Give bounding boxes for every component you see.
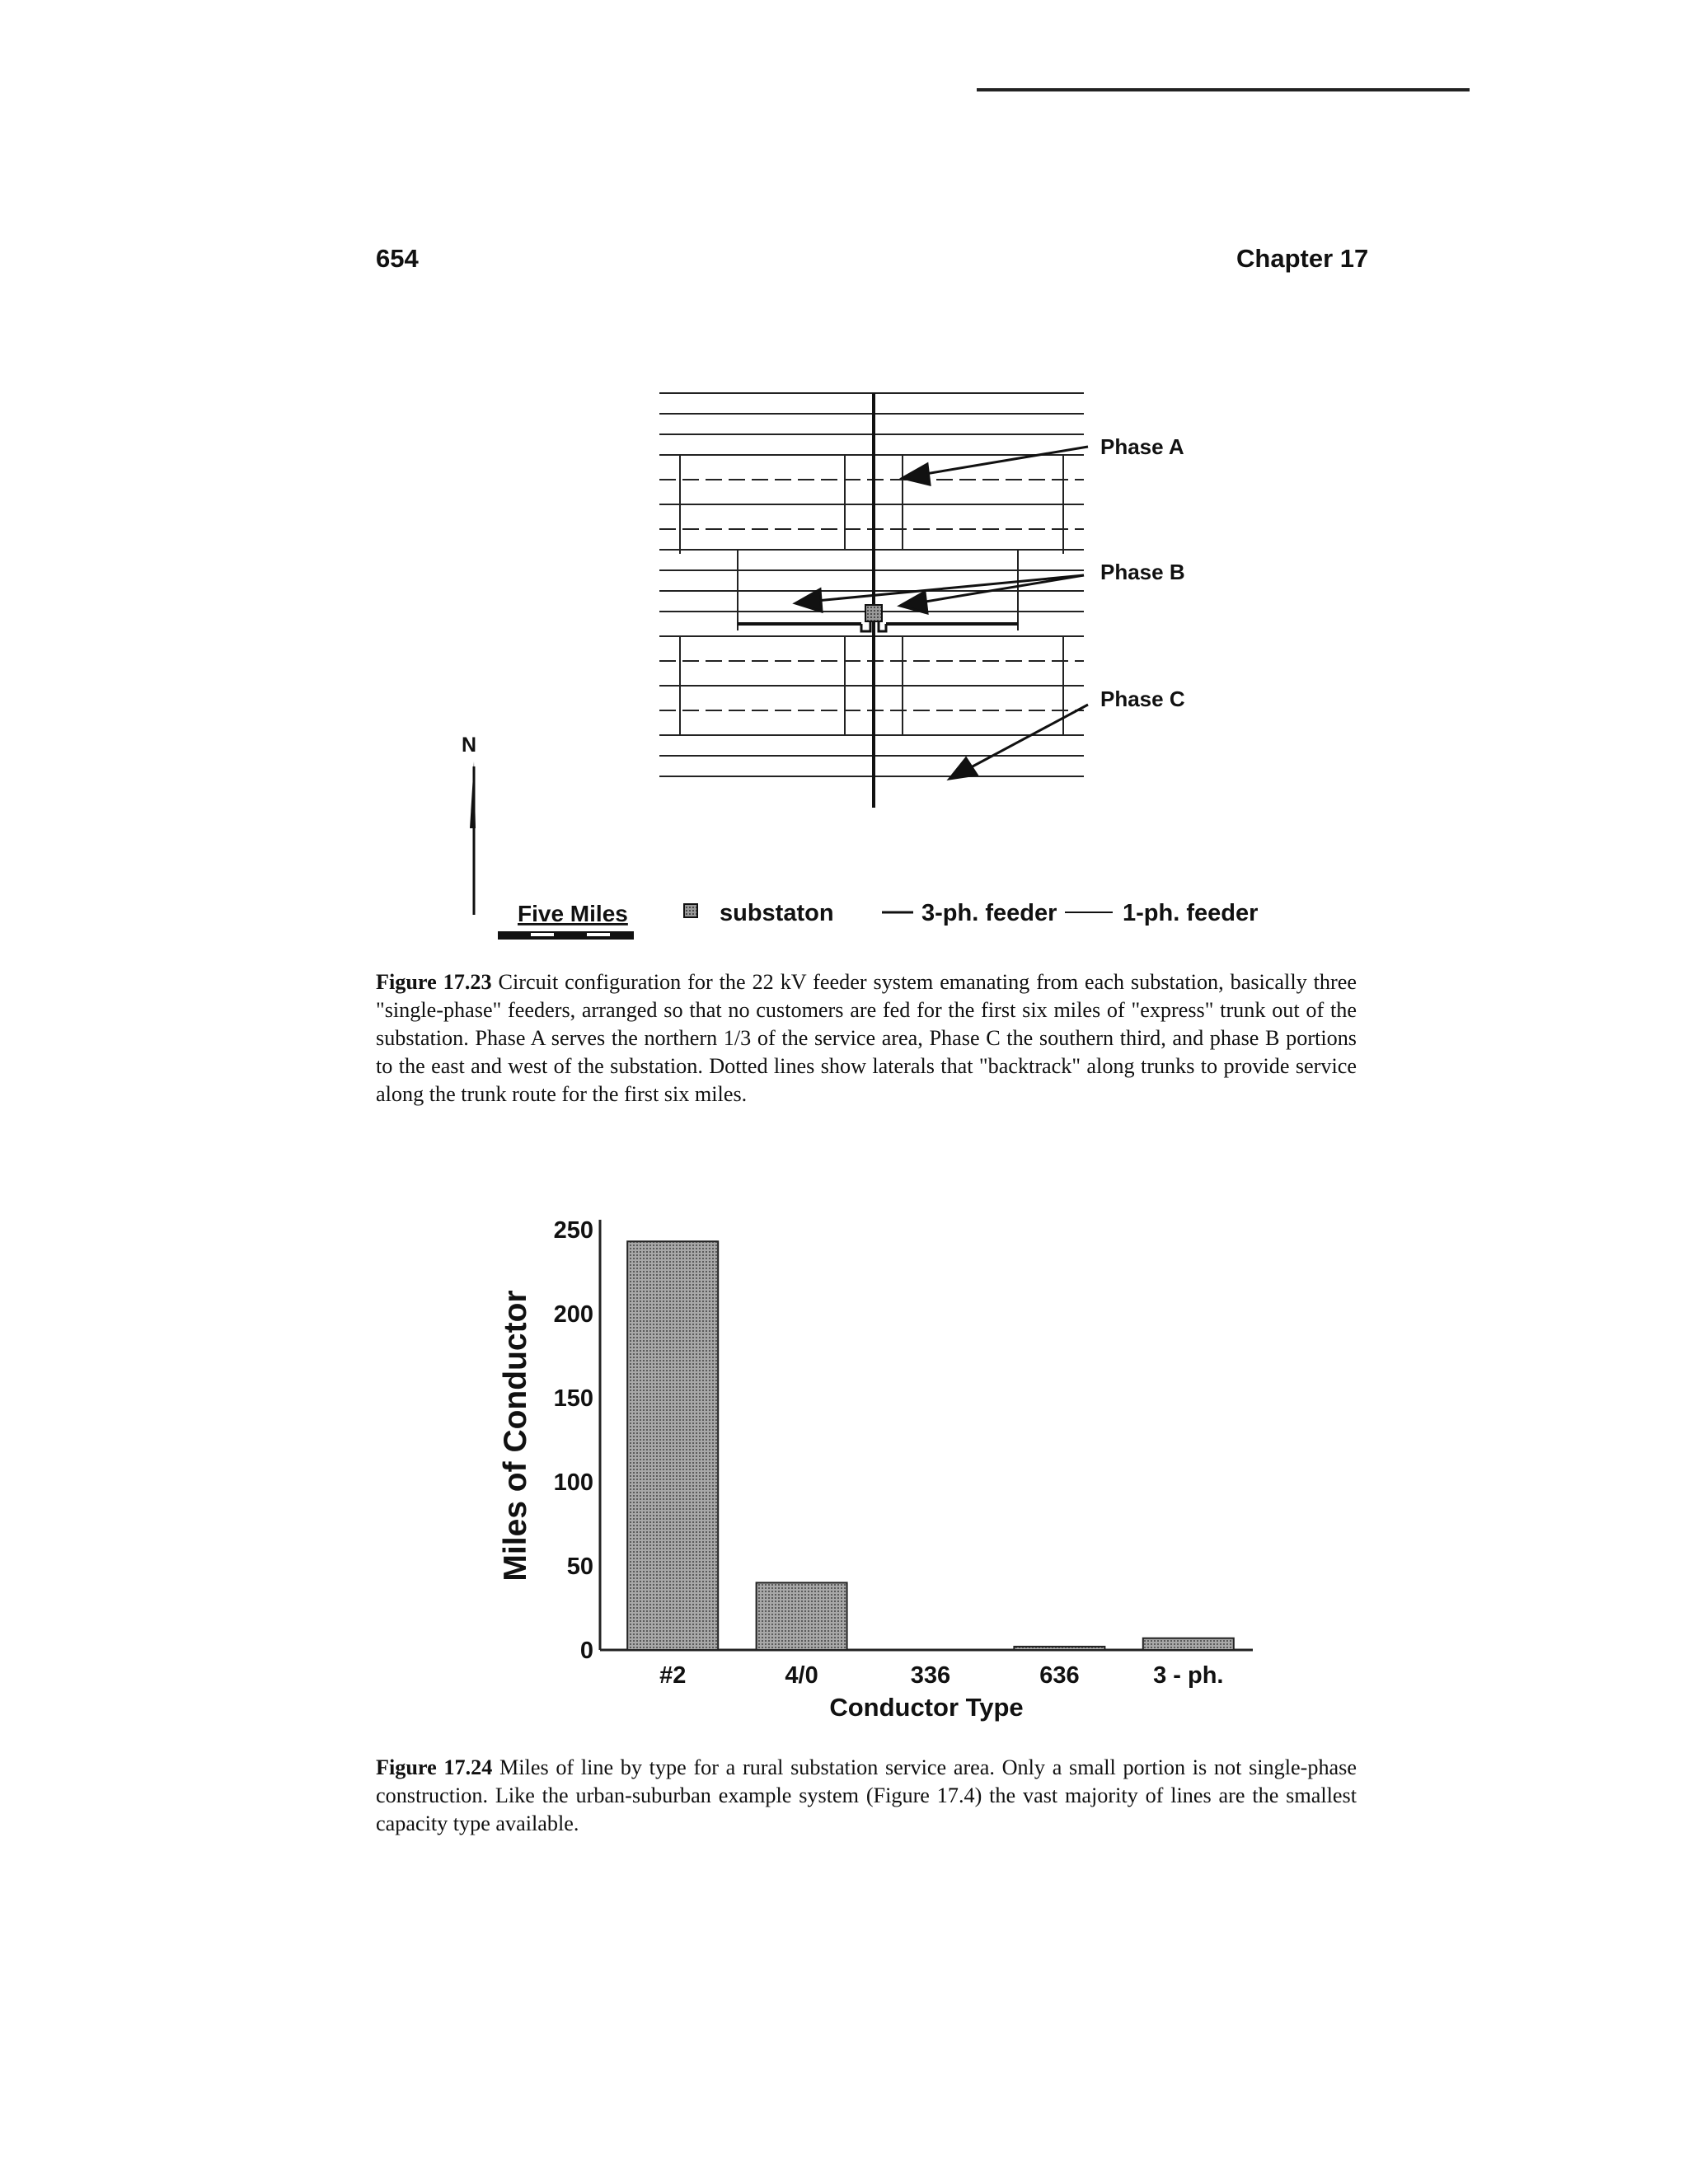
scale-bar-icon	[498, 931, 634, 940]
north-label: N	[462, 733, 477, 757]
figure-17-24-caption-text: Miles of line by type for a rural substation service area. Only a small portion is not single-phase construction. Like the urban-suburban example system (Figure 17.4) the vast majority of lines are the smallest capacity type available.	[376, 1755, 1357, 1835]
page-number: 654	[376, 244, 419, 273]
x-tick-label: 636	[1039, 1662, 1080, 1689]
figure-17-24-number: Figure 17.24	[376, 1755, 493, 1779]
legend-single-phase: 1-ph. feeder	[1123, 900, 1259, 926]
bar-0	[627, 1241, 718, 1650]
figure-17-23-number: Figure 17.23	[376, 970, 492, 994]
y-axis-title: Miles of Conductor	[498, 1290, 533, 1582]
phase-arrows	[795, 447, 1088, 779]
x-tick-label: 4/0	[785, 1662, 818, 1689]
x-tick-label: 336	[910, 1662, 951, 1689]
figure-17-23-caption	[376, 968, 1357, 1108]
figure-17-23-caption-text: Circuit configuration for the 22 kV feeder system emanating from each substation, basically three "single-phase" feeders, arranged so that no customers are fed for the first six miles of "express" trunk out of the substation. Phase A serves the northern 1/3 of the service area, Phase C the southern third, and phase B portions to the east and west of the substation. Dotted lines show laterals that "backtrack" along trunks to provide service along the trunk route for the first six miles.	[376, 970, 1357, 1106]
legend-substation-icon	[684, 904, 697, 917]
bar-3	[1014, 1647, 1104, 1650]
header-rule	[977, 88, 1470, 91]
substation-icon	[865, 605, 882, 621]
legend-substation: substaton	[720, 900, 834, 926]
y-tick-label: 250	[553, 1217, 593, 1244]
y-tick-label: 150	[553, 1385, 593, 1412]
scale-label: Five Miles	[518, 901, 628, 926]
phase-c-label: Phase C	[1100, 687, 1185, 711]
chapter-label: Chapter 17	[1236, 244, 1369, 273]
bar-1	[757, 1582, 847, 1650]
x-tick-label: #2	[659, 1662, 687, 1689]
figure-17-24-caption	[376, 1754, 1357, 1838]
feeder-diagram	[445, 379, 1294, 926]
chart-bars	[627, 1241, 1234, 1650]
y-tick-label: 200	[553, 1301, 593, 1328]
y-tick-label: 100	[553, 1469, 593, 1496]
phase-b-label: Phase B	[1100, 560, 1185, 584]
y-tick-labels	[554, 1217, 593, 1664]
conductor-bar-chart	[462, 1195, 1286, 1731]
x-tick-labels	[659, 1662, 1223, 1689]
north-arrow-icon	[470, 762, 476, 915]
x-axis-title: Conductor Type	[829, 1693, 1024, 1722]
x-tick-label: 3 - ph.	[1153, 1662, 1224, 1689]
phase-a-label: Phase A	[1100, 434, 1184, 459]
y-tick-label: 0	[579, 1638, 593, 1664]
y-tick-label: 50	[566, 1554, 593, 1580]
bar-4	[1143, 1638, 1234, 1650]
legend-three-phase: 3-ph. feeder	[921, 900, 1057, 926]
